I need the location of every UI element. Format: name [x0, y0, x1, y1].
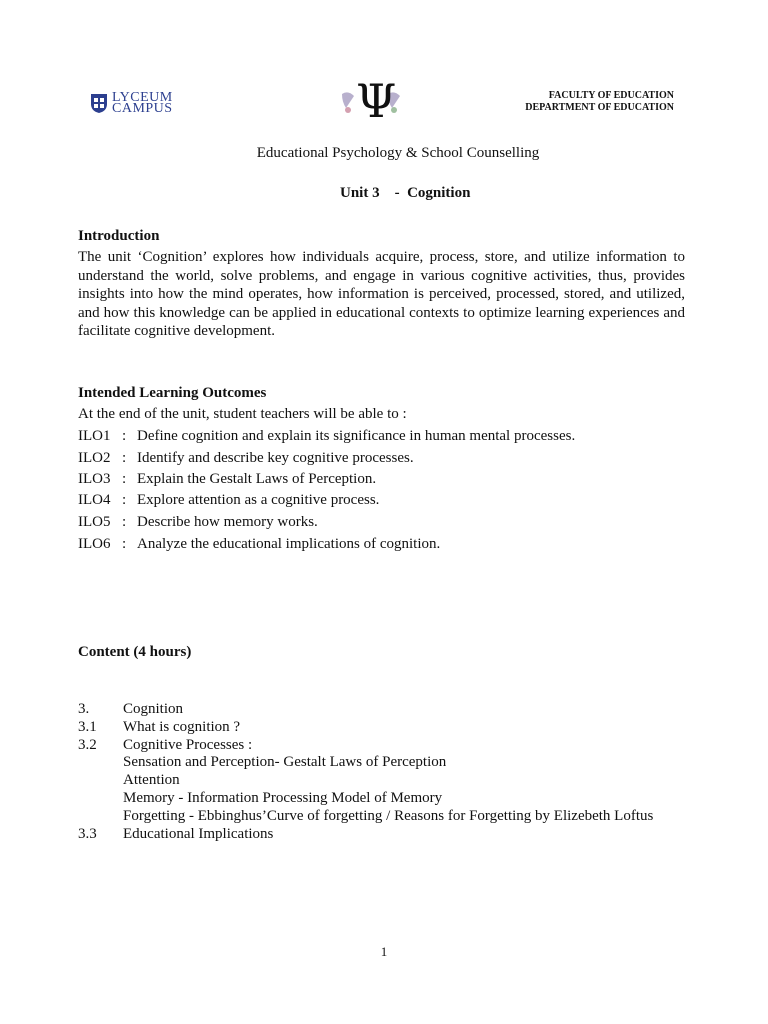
ilo-text: Explain the Gestalt Laws of Perception. [137, 471, 377, 487]
content-item [78, 719, 240, 736]
faculty-name: FACULTY OF EDUCATION [548, 90, 674, 101]
ilo-text: Identify and describe key cognitive processes. [137, 450, 414, 466]
ilo-text: Analyze the educational implications of cognition. [137, 536, 441, 552]
ilo-text: Describe how memory works. [137, 514, 318, 530]
content-heading: Content (4 hours) [78, 644, 192, 660]
ilo-code: ILO6 [78, 536, 111, 552]
ilo-colon: : [122, 514, 127, 530]
outcomes-heading: Intended Learning Outcomes [78, 385, 267, 401]
content-sub-item: Sensation and Perception- Gestalt Laws of Perception [123, 754, 447, 770]
ilo-row [78, 450, 414, 467]
ilo-code: ILO4 [78, 492, 111, 508]
content-item-number: 3.3 [78, 826, 97, 842]
ilo-colon: : [122, 428, 127, 444]
content-sub-item: Forgetting - Ebbinghus’Curve of forgetting / Reasons for Forgetting by Elizebeth Loftus [123, 808, 654, 824]
ilo-colon: : [122, 450, 127, 466]
introduction-paragraph: The unit ‘Cognition’ explores how individuals acquire, process, store, and utilize information to understand the world, solve problems, and engage in various cognitive activities, thus, provides insights into how the mind operates, how information is perceived, processed, stored, and utilized, and how this knowledge can be applied in educational contexts to optimize learning experiences and facilitate cognitive development. [78, 249, 685, 339]
ilo-row [78, 492, 379, 509]
ilo-colon: : [122, 471, 127, 487]
shield-icon [90, 92, 108, 114]
ilo-text: Explore attention as a cognitive process. [137, 492, 380, 508]
content-item [78, 826, 273, 843]
content-item-text: Educational Implications [123, 826, 274, 842]
content-sub-item: Attention [123, 772, 180, 788]
unit-title: Unit 3 - Cognition [340, 185, 471, 201]
content-item-number: 3. [78, 701, 90, 717]
content-item-text: Cognition [123, 701, 184, 717]
ilo-code: ILO3 [78, 471, 111, 487]
psi-emblem [338, 74, 404, 132]
content-item-number: 3.2 [78, 737, 97, 753]
ilo-code: ILO2 [78, 450, 111, 466]
ilo-row [78, 471, 376, 488]
content-item [78, 737, 252, 754]
outcomes-intro: At the end of the unit, student teachers will be able to : [78, 406, 407, 422]
faculty-block [525, 90, 674, 114]
ilo-row [78, 514, 318, 531]
ilo-colon: : [122, 492, 127, 508]
logo-word-1: LYCEUM [112, 90, 173, 105]
ilo-text: Define cognition and explain its significance in human mental processes. [137, 428, 576, 444]
course-title: Educational Psychology & School Counselling [256, 145, 540, 161]
content-item-text: Cognitive Processes : [123, 737, 253, 753]
logo-word-2: CAMPUS [112, 101, 173, 116]
psi-symbol: Ψ [356, 74, 397, 128]
content-item [78, 701, 183, 718]
page-number: 1 [380, 944, 388, 959]
ilo-code: ILO5 [78, 514, 111, 530]
content-item-number: 3.1 [78, 719, 97, 735]
ilo-row [78, 536, 440, 553]
ilo-code: ILO1 [78, 428, 111, 444]
lyceum-campus-logo [90, 90, 173, 116]
ilo-row [78, 428, 575, 445]
department-name: DEPARTMENT OF EDUCATION [525, 102, 674, 113]
introduction-heading: Introduction [78, 228, 160, 244]
content-item-text: What is cognition ? [123, 719, 241, 735]
content-sub-item: Memory - Information Processing Model of Memory [123, 790, 443, 806]
ilo-colon: : [122, 536, 127, 552]
